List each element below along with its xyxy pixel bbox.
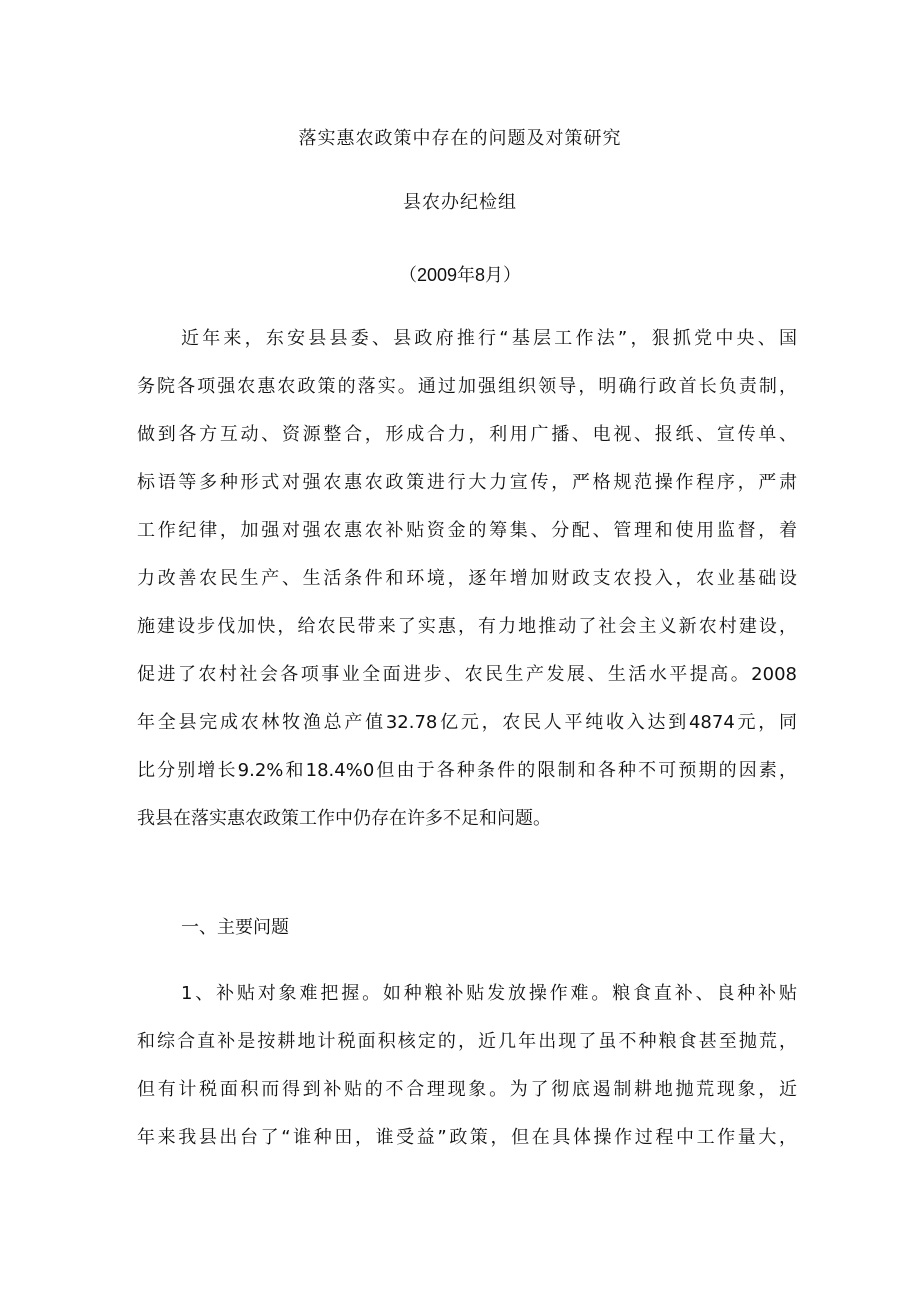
paragraph-line: 务院各项强农惠农政策的落实。通过加强组织领导，明确行政首长负责制， xyxy=(137,376,797,397)
section-heading: 一、主要问题 xyxy=(181,917,289,938)
paragraph-line: 促进了农村社会各项事业全面进步、农民生产发展、生活水平提高。2008 xyxy=(137,664,797,685)
paragraph-line: 我县在落实惠农政策工作中仍存在许多不足和问题。 xyxy=(137,808,551,829)
paragraph-line: 和综合直补是按耕地计税面积核定的，近几年出现了虽不种粮食甚至抛荒， xyxy=(137,1031,797,1052)
paragraph-line: 年来我县出台了“谁种田，谁受益”政策，但在具体操作过程中工作量大， xyxy=(137,1127,797,1148)
paragraph-line: 1、补贴对象难把握。如种粮补贴发放操作难。粮食直补、良种补贴 xyxy=(181,983,797,1004)
paragraph-line: 比分别增长9.2%和18.4%0但由于各种条件的限制和各种不可预期的因素， xyxy=(137,760,797,781)
paragraph-line: 工作纪律，加强对强农惠农补贴资金的筹集、分配、管理和使用监督，着 xyxy=(137,520,797,541)
paragraph-intro xyxy=(137,326,797,854)
paragraph-line: 力改善农民生产、生活条件和环境，逐年增加财政支农投入，农业基础设 xyxy=(137,568,797,589)
paragraph-line: 近年来，东安县县委、县政府推行“基层工作法”，狠抓党中央、国 xyxy=(181,328,797,349)
paragraph-line: 但有计税面积而得到补贴的不合理现象。为了彻底遏制耕地抛荒现象，近 xyxy=(137,1079,797,1100)
document-title: 落实惠农政策中存在的问题及对策研究 xyxy=(298,128,622,149)
paragraph-line: 施建设步伐加快，给农民带来了实惠，有力地推动了社会主义新农村建设， xyxy=(137,616,797,637)
paragraph-line: 做到各方互动、资源整合，形成合力，利用广播、电视、报纸、宣传单、 xyxy=(137,424,797,445)
paragraph-line: 标语等多种形式对强农惠农政策进行大力宣传，严格规范操作程序，严肃 xyxy=(137,472,797,493)
paragraph-line: 年全县完成农林牧渔总产值32.78亿元，农民人平纯收入达到4874元，同 xyxy=(137,712,797,733)
document-date: （2009年8月） xyxy=(398,265,522,285)
paragraph-problem-1 xyxy=(137,981,797,1173)
document-author: 县农办纪检组 xyxy=(403,192,517,213)
